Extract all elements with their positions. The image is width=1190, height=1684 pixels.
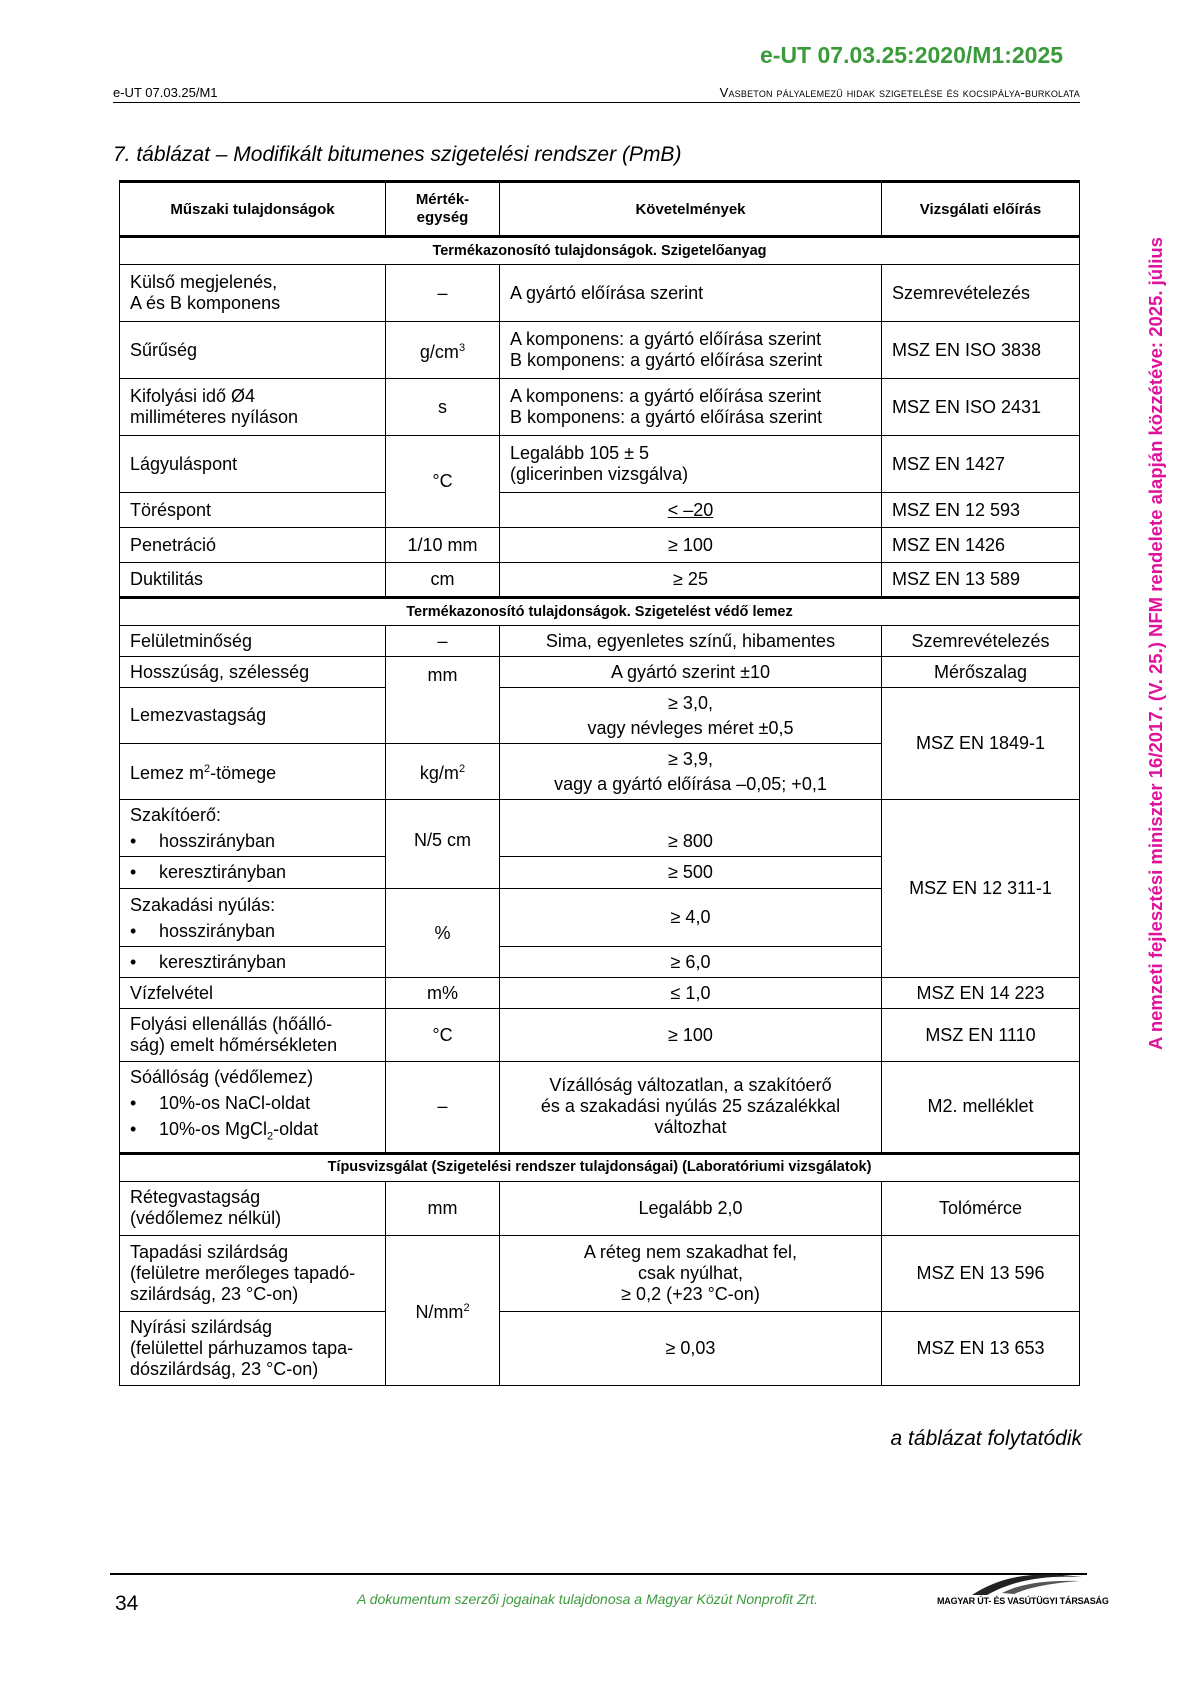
header-rule	[113, 102, 1080, 103]
property-cell: Penetráció	[120, 528, 386, 563]
property-cell: Sűrűség	[120, 322, 386, 379]
table-row	[120, 436, 1080, 493]
table-row	[120, 657, 1080, 688]
test-cell: MSZ EN 1849-1	[882, 688, 1080, 800]
unit-cell: $N/mm^2$	[386, 1235, 500, 1385]
requirement-cell: ≥ 500	[500, 857, 882, 889]
unit-cell: s	[386, 379, 500, 436]
requirement-cell: A réteg nem szakadhat fel, csak nyúlhat, ≥ 0,2 (+23 °C-on)	[500, 1235, 882, 1311]
bullet-item: • hosszirányban	[130, 828, 375, 854]
table-row	[120, 1235, 1080, 1311]
property-cell: Külső megjelenés, A és B komponens	[120, 265, 386, 322]
unit-cell: m%	[386, 978, 500, 1009]
properties-table	[119, 180, 1080, 1386]
table-row	[120, 563, 1080, 598]
requirement-cell: ≥ 100	[500, 1009, 882, 1062]
section-title: Termékazonosító tulajdonságok. Szigetelőanyag	[120, 237, 1080, 265]
unit-cell: –	[386, 265, 500, 322]
property-cell: Vízfelvétel	[120, 978, 386, 1009]
test-cell: MSZ EN 1110	[882, 1009, 1080, 1062]
property-cell	[120, 857, 386, 889]
unit-cell: °C	[386, 1009, 500, 1062]
property-cell: Hosszúság, szélesség	[120, 657, 386, 688]
test-cell: MSZ EN 12 311-1	[882, 800, 1080, 978]
test-cell: Tolómérce	[882, 1181, 1080, 1235]
test-cell: M2. melléklet	[882, 1062, 1080, 1154]
bullet-item: • keresztirányban	[130, 862, 375, 883]
requirement-cell: A gyártó szerint ±10	[500, 657, 882, 688]
unit-cell: $kg/m^2$	[386, 744, 500, 800]
requirement-cell: < –20	[500, 493, 882, 528]
header-left-code: e-UT 07.03.25/M1	[113, 85, 218, 100]
requirement-cell: ≥ 100	[500, 528, 882, 563]
unit-cell: –	[386, 1062, 500, 1154]
requirement-cell: ≥ 800	[500, 800, 882, 857]
test-cell: Szemrevételezés	[882, 265, 1080, 322]
section-title: Termékazonosító tulajdonságok. Szigetelést védő lemez	[120, 598, 1080, 626]
unit-cell: $g/cm^3$	[386, 322, 500, 379]
logo-text: MAGYAR ÚT- ÉS VASÚTÜGYI TÁRSASÁG	[937, 1596, 1109, 1606]
requirement-cell: A komponens: a gyártó előírása szerint B komponens: a gyártó előírása szerint	[500, 322, 882, 379]
test-cell: MSZ EN 1426	[882, 528, 1080, 563]
unit-cell: mm	[386, 1181, 500, 1235]
header-test: Vizsgálati előírás	[882, 182, 1080, 237]
bullet-item: • 10%-os MgCl$_2$-oldat	[130, 1116, 375, 1150]
property-cell: Felületminőség	[120, 626, 386, 657]
bullet-item: • 10%-os NaCl-oldat	[130, 1090, 375, 1116]
footer-rule	[110, 1573, 1087, 1575]
table-row	[120, 978, 1080, 1009]
bullet-item: • hosszirányban	[130, 918, 375, 944]
table-row	[120, 688, 1080, 744]
requirement-cell: A komponens: a gyártó előírása szerint B komponens: a gyártó előírása szerint	[500, 379, 882, 436]
property-cell: Duktilitás	[120, 563, 386, 598]
caption-prefix: 7. táblázat	[113, 143, 210, 166]
property-cell: Sóállóság (védőlemez) • 10%-os NaCl-oldat • 10%-os MgCl$_2$-oldat	[120, 1062, 386, 1154]
test-cell: Mérőszalag	[882, 657, 1080, 688]
property-cell: Töréspont	[120, 493, 386, 528]
table-row	[120, 1009, 1080, 1062]
document-code: e-UT 07.03.25:2020/M1:2025	[760, 42, 1064, 68]
requirement-cell: ≥ 0,03	[500, 1311, 882, 1385]
property-cell: Nyírási szilárdság (felülettel párhuzamos tapa- dószilárdság, 23 °C-on)	[120, 1311, 386, 1385]
header-title: Vasbeton pályalemezű hidak szigetelése és kocsipálya-burkolata	[719, 85, 1080, 100]
test-cell: MSZ EN 14 223	[882, 978, 1080, 1009]
section-row	[120, 598, 1080, 626]
property-cell: Szakadási nyúlás: • hosszirányban	[120, 889, 386, 947]
table-caption	[113, 143, 681, 167]
section-row	[120, 237, 1080, 265]
unit-cell: cm	[386, 563, 500, 598]
requirement-cell: ≥ 25	[500, 563, 882, 598]
table-continues-note: a táblázat folytatódik	[890, 1427, 1082, 1450]
requirement-cell: Vízállóság változatlan, a szakítóerő és a szakadási nyúlás 25 százalékkal változhat	[500, 1062, 882, 1154]
requirement-cell: ≥ 4,0	[500, 889, 882, 947]
test-cell: MSZ EN ISO 3838	[882, 322, 1080, 379]
test-cell: Szemrevételezés	[882, 626, 1080, 657]
copyright-note: A dokumentum szerzői jogainak tulajdonosa a Magyar Közút Nonprofit Zrt.	[357, 1591, 818, 1607]
property-cell: Lágyuláspont	[120, 436, 386, 493]
test-cell: MSZ EN 12 593	[882, 493, 1080, 528]
page-number: 34	[115, 1592, 139, 1615]
property-cell: Lemezvastagság	[120, 688, 386, 744]
caption-title: Modifikált bitumenes szigetelési rendszer (PmB)	[233, 143, 682, 166]
property-cell: Folyási ellenállás (hőálló- ság) emelt hőmérsékleten	[120, 1009, 386, 1062]
table-row	[120, 322, 1080, 379]
requirement-cell: ≤ 1,0	[500, 978, 882, 1009]
requirement-cell: A gyártó előírása szerint	[500, 265, 882, 322]
unit-cell: N/5 cm	[386, 800, 500, 889]
test-cell: MSZ EN 13 589	[882, 563, 1080, 598]
unit-cell: °C	[386, 436, 500, 528]
requirement-cell: ≥ 3,0, vagy névleges méret ±0,5	[500, 688, 882, 744]
table-row	[120, 265, 1080, 322]
table-row	[120, 528, 1080, 563]
table-row	[120, 379, 1080, 436]
section-row	[120, 1153, 1080, 1181]
unit-cell: –	[386, 626, 500, 657]
property-cell	[120, 947, 386, 978]
property-cell: Szakítóerő: • hosszirányban	[120, 800, 386, 857]
unit-cell: 1/10 mm	[386, 528, 500, 563]
unit-cell: %	[386, 889, 500, 978]
test-cell: MSZ EN ISO 2431	[882, 379, 1080, 436]
property-cell: Kifolyási idő Ø4 milliméteres nyíláson	[120, 379, 386, 436]
requirement-cell: ≥ 6,0	[500, 947, 882, 978]
test-cell: MSZ EN 13 653	[882, 1311, 1080, 1385]
test-cell: MSZ EN 13 596	[882, 1235, 1080, 1311]
bullet-item: • keresztirányban	[130, 952, 375, 973]
unit-cell: mm	[386, 657, 500, 744]
table-row	[120, 626, 1080, 657]
requirement-cell: Legalább 105 ± 5 (glicerinben vizsgálva)	[500, 436, 882, 493]
side-publication-note: A nemzeti fejlesztési miniszter 16/2017. (V. 25.) NFM rendelete alapján közzétéve: 2025. július	[1145, 237, 1166, 1050]
header-requirement: Követelmények	[500, 182, 882, 237]
table-header-row	[120, 182, 1080, 237]
property-cell: Rétegvastagság (védőlemez nélkül)	[120, 1181, 386, 1235]
caption-dash: –	[209, 143, 234, 166]
header-unit: Mérték- egység	[386, 182, 500, 237]
test-cell: MSZ EN 1427	[882, 436, 1080, 493]
table-row	[120, 1311, 1080, 1385]
property-cell: Lemez $m^2$-tömege	[120, 744, 386, 800]
table-row	[120, 1181, 1080, 1235]
requirement-cell: Legalább 2,0	[500, 1181, 882, 1235]
requirement-cell: ≥ 3,9, vagy a gyártó előírása –0,05; +0,1	[500, 744, 882, 800]
requirement-cell: Sima, egyenletes színű, hibamentes	[500, 626, 882, 657]
table-row	[120, 800, 1080, 857]
section-title: Típusvizsgálat (Szigetelési rendszer tulajdonságai) (Laboratóriumi vizsgálatok)	[120, 1153, 1080, 1181]
header-property: Műszaki tulajdonságok	[120, 182, 386, 237]
property-cell: Tapadási szilárdság (felületre merőleges tapadó- szilárdság, 23 °C-on)	[120, 1235, 386, 1311]
table-row	[120, 493, 1080, 528]
table-row	[120, 1062, 1080, 1154]
